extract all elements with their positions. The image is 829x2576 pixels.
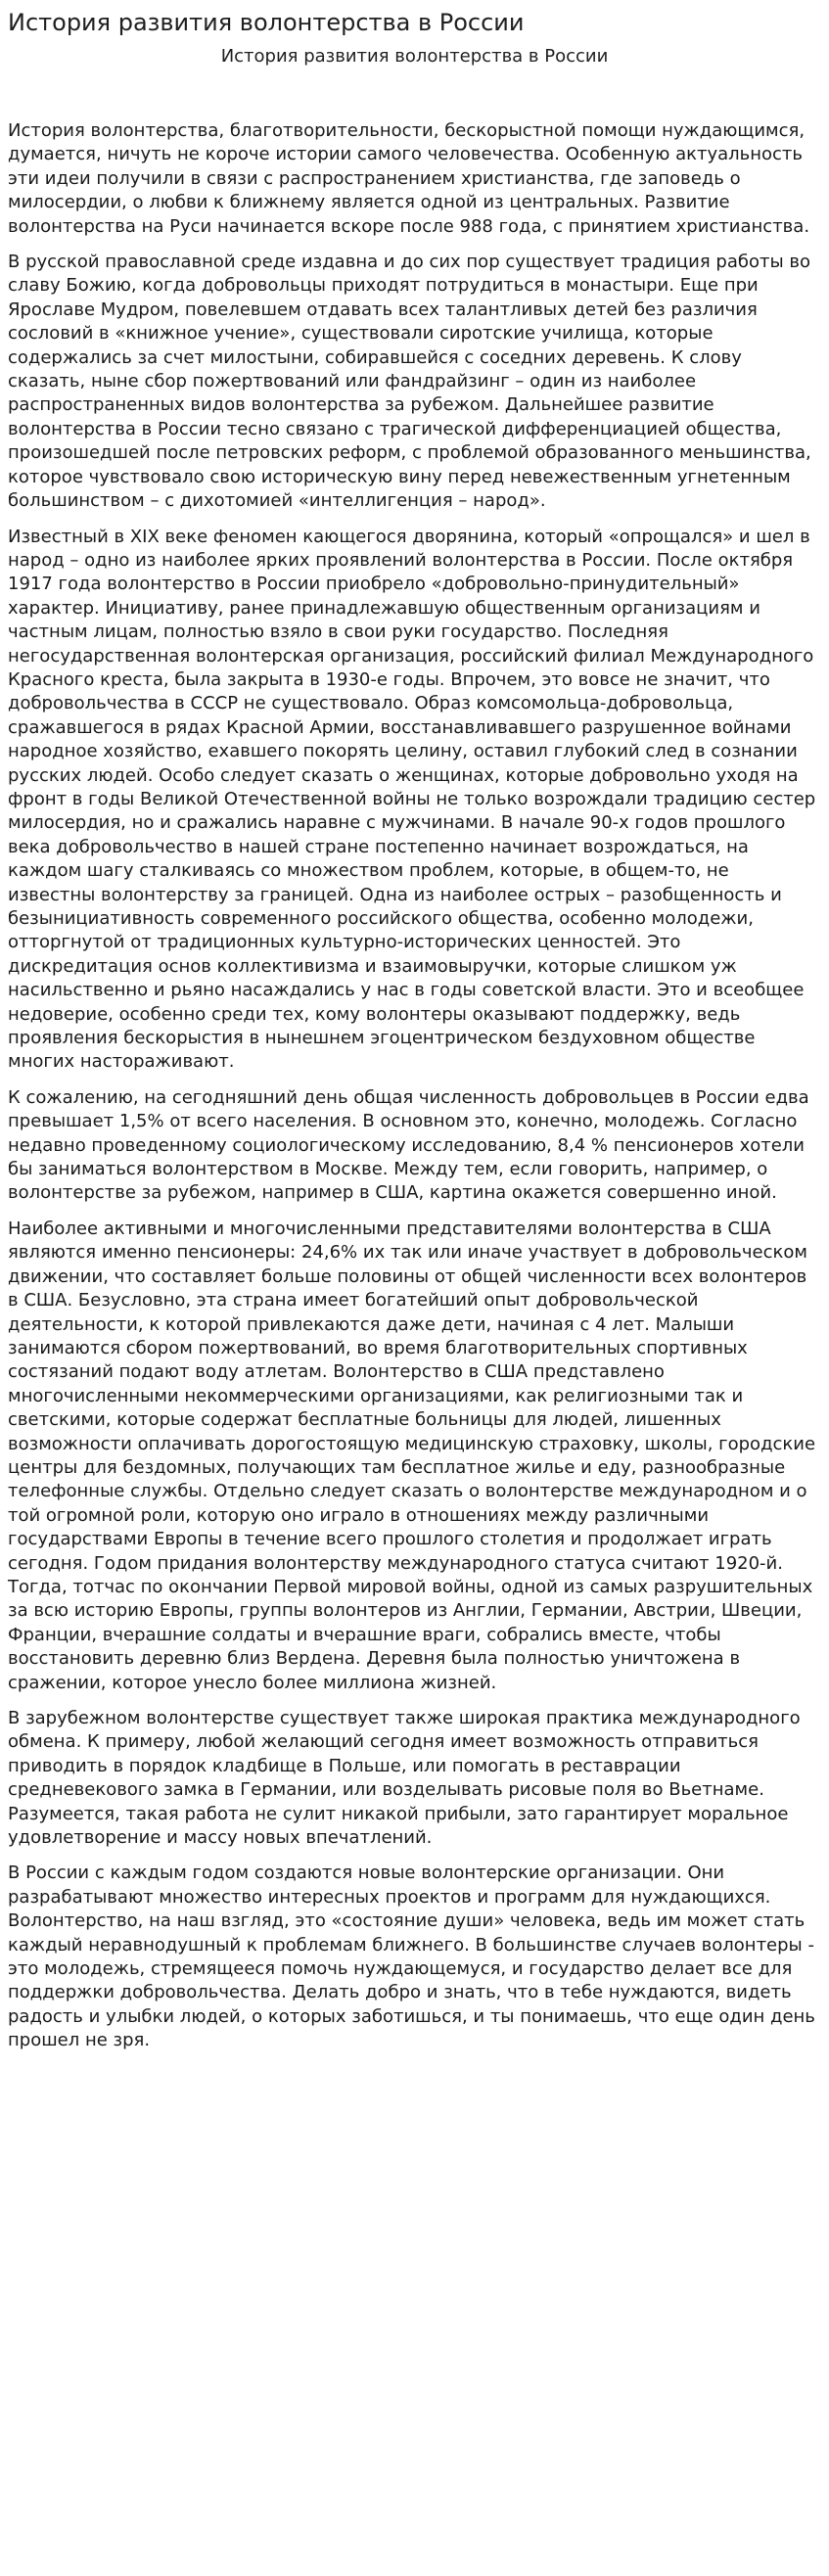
article-paragraph: В России с каждым годом создаются новые волонтерские организации. Они разрабатывают множество интересных проектов и программ для нуждающихся. Волонтерство, на наш взгляд, это «состояние души» человека, ведь им может стать каждый неравнодушный к проблемам ближнего. В большинстве случаев волонтеры - это молодежь, стремящееся помочь нуждающемуся, и государство делает все для поддержки добровольчества. Делать добро и знать, что в тебе нуждаются, видеть радость и улыбки людей, о которых заботишься, и ты понимаешь, что еще один день прошел не зря. (8, 1863, 815, 2051)
article-paragraph: В русской православной среде издавна и до сих пор существует традиция работы во славу Божию, когда добровольцы приходят потрудиться в монастыри. Еще при Ярославе Мудром, повелевшем отдавать всех талантливых детей без различия сословий в «книжное учение», существовали сиротские училища, которые содержались за счет милостыни, собиравшейся с соседних деревень. К слову сказать, ныне сбор пожертвований или фандрайзинг – один из наиболее распространенных видов волонтерства за рубежом. Дальнейшее развитие волонтерства в России тесно связано с трагической дифференциацией общества, произошедшей после петровских реформ, с проблемой образованного меньшинства, которое чувствовало свою историческую вину перед невежественным угнетенным большинством – с дихотомией «интеллигенция – народ». (8, 252, 811, 512)
article-paragraph: История волонтерства, благотворительности, бескорыстной помощи нуждающимся, думается, ничуть не короче истории самого человечества. Особенную актуальность эти идеи получили в связи с распространением христианства, где заповедь о милосердии, о любви к ближнему является одной из центральных. Развитие волонтерства на Руси начинается вскоре после 988 года, с принятием христианства. (8, 120, 810, 237)
article-body (8, 119, 821, 2053)
article-paragraph: Наиболее активными и многочисленными представителями волонтерства в США являются именно пенсионеры: 24,6% их так или иначе участвует в добровольческом движении, что составляет больше половины от общей численности всех волонтеров в США. Безусловно, эта страна имеет богатейший опыт добровольческой деятельности, к которой привлекаются даже дети, начиная с 4 лет. Малыши занимаются сбором пожертвований, во время благотворительных спортивных состязаний подают воду атлетам. Волонтерство в США представлено многочисленными некоммерческими организациями, как религиозными так и светскими, которые содержат бесплатные больницы для людей, лишенных возможности оплачивать дорогостоящую медицинскую страховку, школы, городские центры для бездомных, получающих там бесплатное жилье и еду, разнообразные телефонные службы. Отдельно следует сказать о волонтерстве международном и о той огромной роли, которую оно играло в отношениях между различными государствами Европы в течение всего прошлого столетия и продолжает играть сегодня. Годом придания волонтерству международного статуса считают 1920-й. Тогда, тотчас по окончании Первой мировой войны, одной из самых разрушительных за всю историю Европы, группы волонтеров из Англии, Германии, Австрии, Швеции, Франции, вчерашние солдаты и вчерашние враги, собрались вместе, чтобы восстановить деревню близ Вердена. Деревня была полностью уничтожена в сражении, которое унесло более миллиона жизней. (8, 1218, 816, 1693)
article-paragraph: К сожалению, на сегодняшний день общая численность добровольцев в России едва превышает 1,5% от всего населения. В основном это, конечно, молодежь. Согласно недавно проведенному социологическому исследованию, 8,4 % пенсионеров хотели бы заниматься волонтерством в Москве. Между тем, если говорить, например, о волонтерстве за рубежом, например в США, картина окажется совершенно иной. (8, 1086, 809, 1204)
article-paragraph: В зарубежном волонтерстве существует также широкая практика международного обмена. К примеру, любой желающий сегодня имеет возможность отправиться приводить в порядок кладбище в Польше, или помогать в реставрации средневекового замка в Германии, или возделывать рисовые поля во Вьетнаме. Разумеется, такая работа не сулит никакой прибыли, зато гарантирует моральное удовлетворение и массу новых впечатлений. (8, 1708, 801, 1849)
article-paragraph: Известный в XIX веке феномен кающегося дворянина, который «опрощался» и шел в народ – одно из наиболее ярких проявлений волонтерства в России. После октября 1917 года волонтерство в России приобрело «добровольно-принудительный» характер. Инициативу, ранее принадлежавшую общественным организациям и частным лицам, полностью взяло в свои руки государство. Последняя негосударственная волонтерская организация, российский филиал Международного Красного креста, была закрыта в 1930-е годы. Впрочем, это вовсе не значит, что добровольчества в СССР не существовало. Образ комсомольца-добровольца, сражавшегося в рядах Красной Армии, восстанавливавшего разрушенное войнами народное хозяйство, ехавшего покорять целину, оставил глубокий след в сознании русских людей. Особо следует сказать о женщинах, которые добровольно уходя на фронт в годы Великой Отечественной войны не только возрождали традицию сестер милосердия, но и сражались наравне с мужчинами. В начале 90-х годов прошлого века добровольчество в нашей стране постепенно начинает возрождаться, на каждом шагу сталкиваясь со множеством проблем, которые, в общем-то, не известны волонтерству за границей. Одна из наиболее острых – разобщенность и безынициативность современного российского общества, особенно молодежи, отторгнутой от традиционных культурно-исторических ценностей. Это дискредитация основ коллективизма и взаимовыручки, которые слишком уж насильственно и рьяно насаждались у нас в годы советской власти. Это и всеобщее недоверие, особенно среди тех, кому волонтеры оказывают поддержку, ведь проявления бескорыстия в нынешнем эгоцентрическом бездуховном обществе многих настораживают. (8, 526, 816, 1073)
article-heading: История развития волонтерства в России (220, 46, 609, 67)
page-title: История развития волонтерства в России (8, 9, 525, 36)
